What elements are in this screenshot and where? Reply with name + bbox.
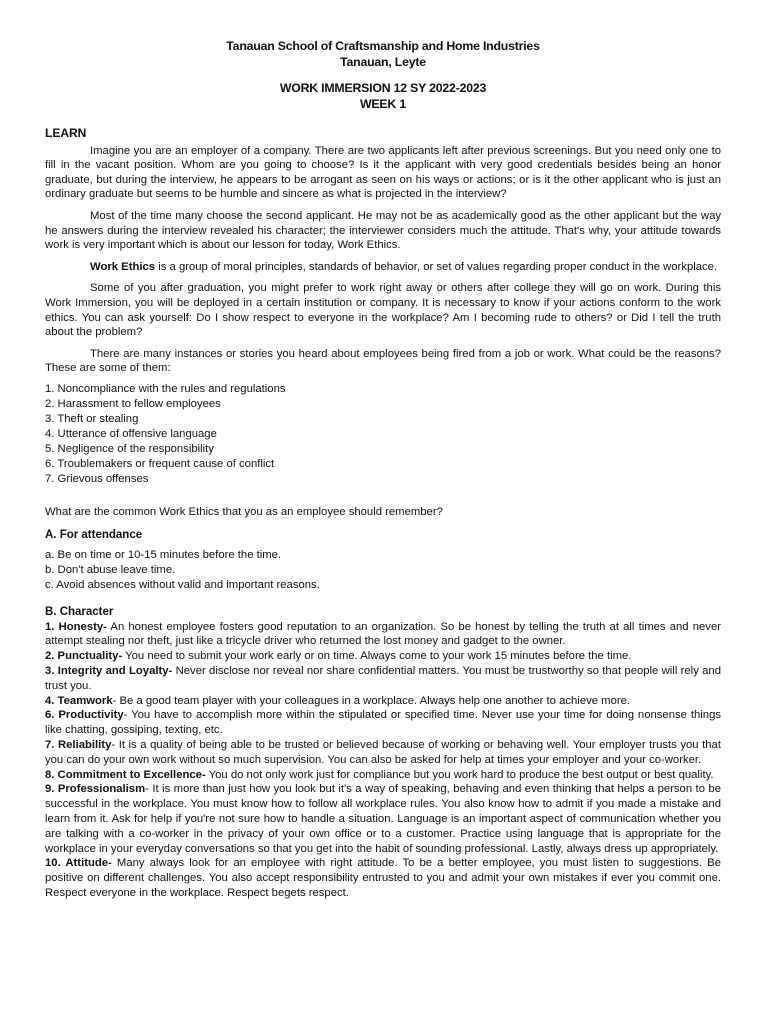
item-text: You need to submit your work early or on time. Always come to your work 15 minutes before the time. [122,650,632,663]
work-ethics-term: Work Ethics [90,260,156,273]
learn-paragraph-5: There are many instances or stories you heard about employees being fired from a job or work. What could be the reasons? These are some of them: [45,347,721,375]
list-item [45,620,721,650]
learn-paragraph-2: Most of the time many choose the second applicant. He may not be as academically good as the other applicant but the way he answers during the interview revealed his character; the interviewer considers much the attitude. That's why, your attitude towards work is very important which is about our lesson for today, Work Ethics. [45,209,721,252]
list-item: 7. Grievous offenses [45,472,149,485]
item-term: 6. Productivity [45,709,124,722]
learn-heading: LEARN [45,126,87,140]
item-text: Many always look for an employee with right attitude. To be a better employee, you must listen to suggestions. Be positive on different challenges. You also accept responsibility entrusted to you and admit your own mistakes if ever you commit one. Respect everyone in the workplace. Respect begets respect. [45,857,722,900]
list-item: 4. Utterance of offensive language [45,427,217,440]
item-term: 4. Teamwork [45,694,113,707]
item-text: Never disclose nor reveal nor share confidential matters. You must be trustworthy so that people will rely and trust you. [45,665,721,692]
list-item [45,649,721,664]
item-term: 7. Reliability [45,739,112,752]
list-item: 2. Harassment to fellow employees [45,397,221,410]
attendance-list [45,548,721,593]
reasons-list [45,382,721,487]
list-item: 1. Noncompliance with the rules and regulations [45,382,286,395]
list-item: 3. Theft or stealing [45,412,139,425]
item-term: 2. Punctuality- [45,650,123,663]
list-item [45,708,721,738]
item-text: - It is a quality of being able to be trusted or believed because of working or behaving well. Your employer trusts you that you can do your own work without so much supervision. You can also be asked for help at times your employer and your co-worker. [45,739,721,766]
item-term: 9. Professionalism [45,783,146,796]
learn-paragraph-4: Some of you after graduation, you might prefer to work right away or others after college they will go on work. During this Work Immersion, you will be deployed in a certain institution or company. It is necessary to know if your actions conform to the work ethics. You can ask yourself: Do I show respect to everyone in the workplace? Am I becoming rude to others? or Did I tell the truth about the problem? [45,282,721,339]
item-term: 10. Attitude- [45,857,112,870]
item-text: You do not only work just for compliance but you work hard to produce the best output or best quality. [205,768,714,781]
list-item [45,768,721,783]
list-item: 6. Troublemakers or frequent cause of conflict [45,457,275,470]
list-item: 5. Negligence of the responsibility [45,442,214,455]
item-text: - You have to accomplish more within the stipulated or specified time. Never use your time for doing nonsense things like chatting, gossiping, texting, etc. [45,709,722,737]
character-list [45,620,721,901]
list-item: a. Be on time or 10-15 minutes before the time. [45,549,282,562]
attendance-heading: A. For attendance [45,528,143,541]
list-item: b. Don't abuse leave time. [45,564,176,577]
school-location: Tanauan, Leyte [340,55,426,69]
list-item [45,782,721,856]
learn-paragraph-1: Imagine you are an employer of a company. There are two applicants left after previous screenings. But you need only one to fill in the vacant position. Whom are you going to choose? Is it the applicant with very good credentials besides being an honor graduate, but during the interview, he appears to be arrogant as seen on his ways or actions; or is it the other applicant who is just an ordinary graduate but seems to be humble and sincere as what is projected in the interview? [45,144,721,201]
item-text: - Be a good team player with your colleagues in a workplace. Always help one another to achieve more. [112,694,631,707]
document-page [45,38,721,901]
item-text: An honest employee fosters good reputation to an organization. So be honest by telling the truth at all times and never attempt stealing nor theft, just like a tricycle driver who returned the lost money and gadget to the owner. [45,620,721,648]
course-title: WORK IMMERSION 12 SY 2022-2023 [279,81,487,95]
list-item [45,738,721,768]
list-item: c. Avoid absences without valid and important reasons. [45,579,320,592]
list-item [45,664,721,694]
item-text: - It is more than just how you look but it's a way of speaking, behaving and even thinking that helps a person to be successful in the workplace. You must know how to follow all workplace rules. You also know how to admit if you made a mistake and learn from it. Ask for help if you're not sure how to handle a situation. Language is an important aspect of communication whether you are talking with a co-worker in the privacy of your own office or to a customer. Practice using language that is appropriate for the workplace in your everyday conversations so that you get into the habit of sounding professional. Lastly, always dress up appropriately. [45,783,721,855]
learn-paragraph-3 [45,260,721,275]
character-heading: B. Character [45,606,114,619]
work-ethics-definition: is a group of moral principles, standards of behavior, or set of values regarding proper conduct in the workplace. [155,260,718,273]
list-item [45,856,721,900]
work-ethics-question: What are the common Work Ethics that you as an employee should remember? [45,505,443,518]
week-title: WEEK 1 [360,97,406,111]
item-term: 1. Honesty- [45,620,107,633]
item-term: 3. Integrity and Loyalty- [45,665,173,678]
list-item [45,694,721,709]
item-term: 8. Commitment to Excellence- [45,768,206,781]
school-name: Tanauan School of Craftsmanship and Home Industries [226,39,540,53]
